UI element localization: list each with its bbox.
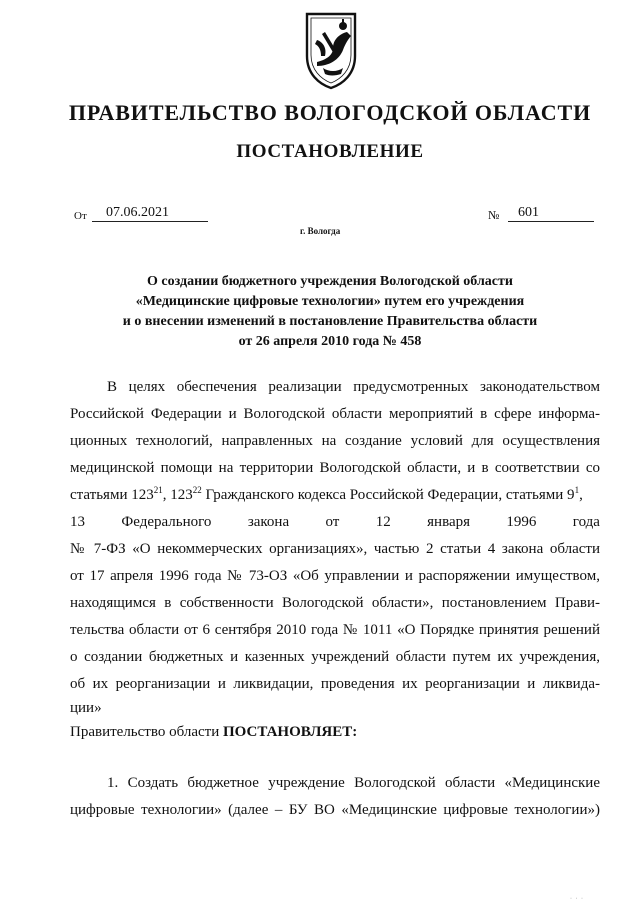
subject-line: от 26 апреля 2010 года № 458: [238, 334, 422, 349]
document-number: 601: [508, 204, 594, 222]
body-text: , 123: [162, 487, 193, 503]
superscript: 22: [192, 485, 202, 495]
body-line: об их реорганизации и ликвидации, проведения их реорганизации и ликвида-: [70, 676, 600, 692]
date-label: От: [74, 210, 87, 222]
superscript: 1: [574, 485, 580, 495]
body-line-with-superscripts: [70, 486, 600, 505]
body-word: 1996: [506, 514, 537, 530]
body-line: медицинской помощи на территории Вологодской области, и в соответствии со: [70, 460, 600, 476]
body-word: Федерального: [121, 514, 212, 530]
body-text: Гражданского кодекса Российской Федерации, статьями 9: [201, 487, 575, 503]
body-word: закона: [247, 514, 290, 530]
body-text: В целях обеспечения реализации предусмотренных законодательством: [107, 379, 600, 395]
body-line: цифровые технологии» (далее – БУ ВО «Медицинские цифровые технологии»): [70, 802, 600, 818]
body-word: от: [325, 514, 340, 530]
government-title: ПРАВИТЕЛЬСТВО ВОЛОГОДСКОЙ ОБЛАСТИ: [68, 100, 592, 125]
number-label: №: [488, 208, 500, 222]
body-word: года: [572, 514, 600, 530]
superscript: 21: [153, 485, 163, 495]
subject-line: и о внесении изменений в постановление Правительства области: [122, 314, 538, 329]
body-line: о создании бюджетных и казенных учреждений области путем их учреждения,: [70, 649, 600, 665]
body-line: [107, 378, 600, 397]
decree-line: [70, 723, 600, 742]
body-line: ционных технологий, направленных на создание условий для осуществления: [70, 433, 600, 449]
page-mark: · · ·: [570, 896, 584, 902]
body-word: 13: [70, 514, 85, 530]
body-text: ,: [579, 487, 583, 503]
body-line: от 17 апреля 1996 года № 73-ОЗ «Об управлении и распоряжении имуществом,: [70, 568, 600, 584]
document-subject: [70, 272, 590, 352]
subject-line: О создании бюджетного учреждения Вологодской области: [147, 274, 513, 289]
body-line-spread: [70, 513, 600, 532]
document-date: 07.06.2021: [92, 204, 208, 222]
body-line: ции»: [70, 700, 102, 716]
body-text: статьями 123: [70, 487, 154, 503]
body-line: № 7-ФЗ «О некоммерческих организациях», частью 2 статьи 4 закона области: [70, 541, 600, 557]
body-line: находящимся в собственности Вологодской области», постановлением Прави-: [70, 595, 600, 611]
body-line: Российской Федерации и Вологодской области мероприятий в сфере информа-: [70, 406, 600, 422]
decree-keyword: ПОСТАНОВЛЯЕТ:: [222, 724, 358, 740]
issue-city: г. Вологда: [300, 226, 341, 236]
body-text: 1. Создать бюджетное учреждение Вологодской области «Медицинские: [107, 775, 600, 791]
body-word: января: [427, 514, 471, 530]
body-line: [107, 774, 600, 793]
decree-lead: Правительство области: [70, 724, 223, 740]
document-type: ПОСТАНОВЛЕНИЕ: [236, 141, 424, 162]
subject-line: «Медицинские цифровые технологии» путем его учреждения: [135, 294, 525, 309]
body-line: тельства области от 6 сентября 2010 года № 1011 «О Порядке принятия решений: [70, 622, 600, 638]
coat-of-arms-icon: [303, 10, 359, 90]
body-word: 12: [375, 514, 391, 530]
